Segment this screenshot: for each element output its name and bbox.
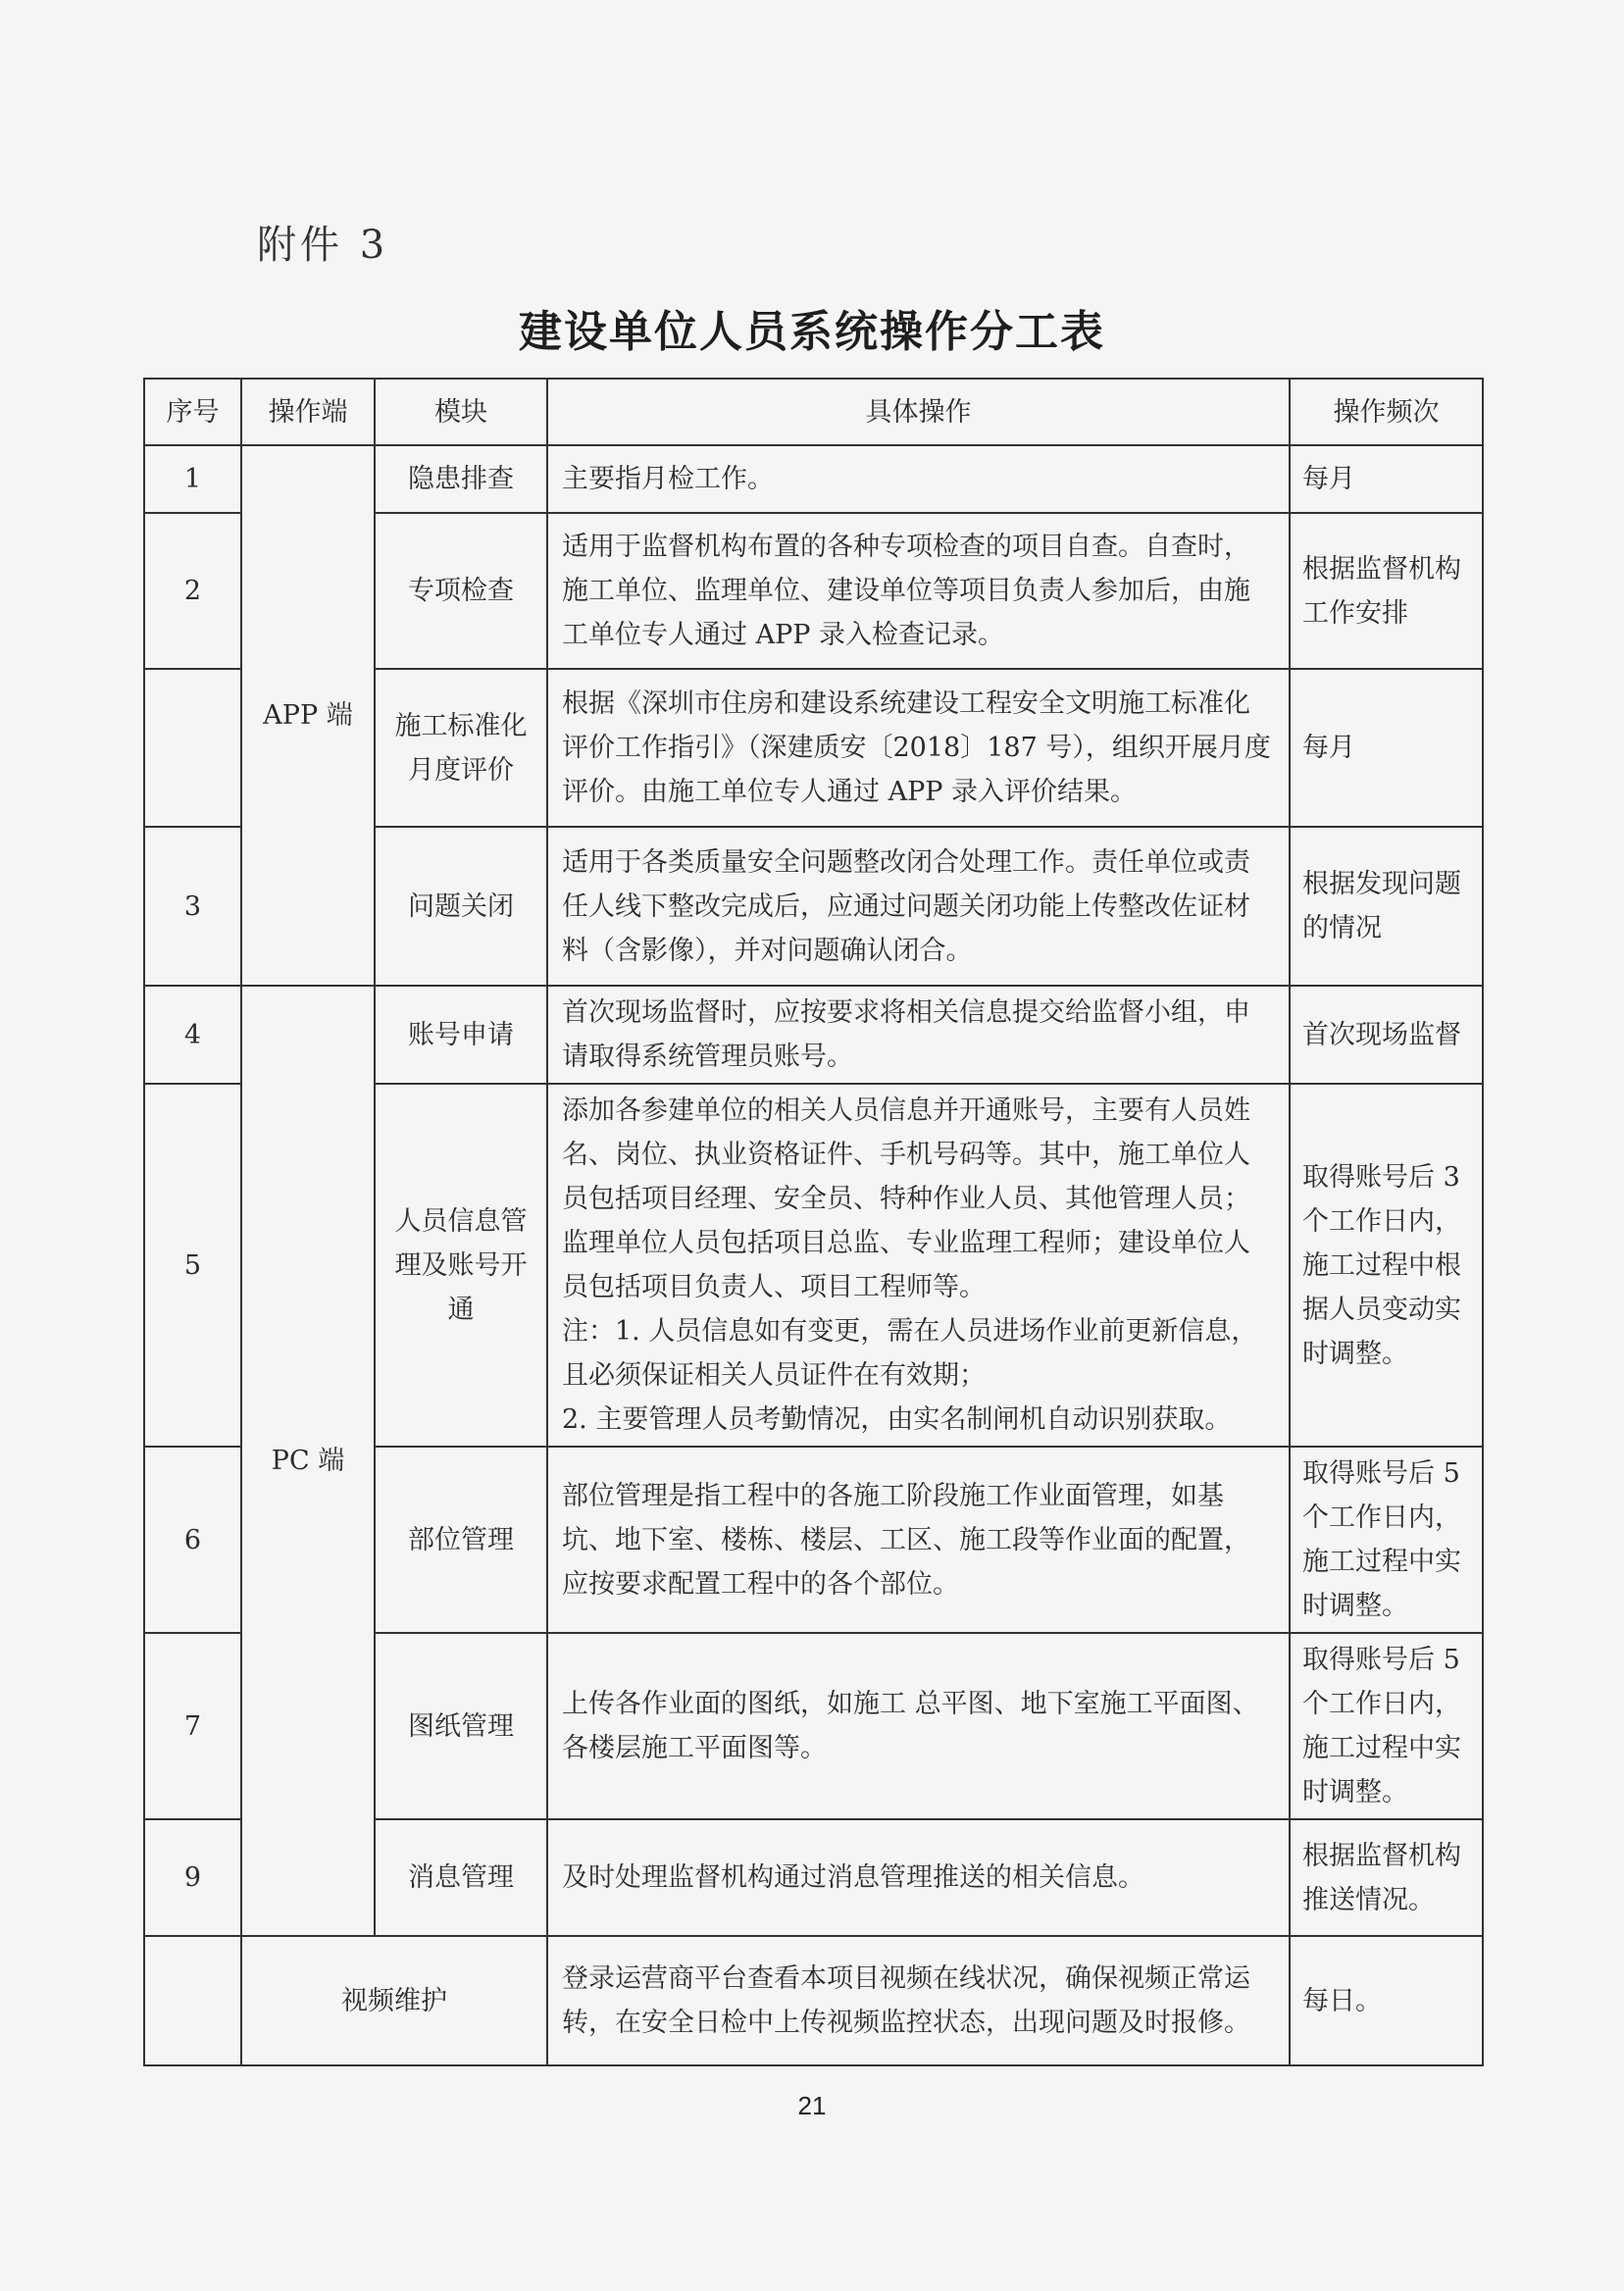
row-no: 3 [144,827,241,986]
row-frequency: 根据发现问题的情况 [1290,827,1483,986]
row-module: 问题关闭 [375,827,547,986]
row-no: 1 [144,445,241,513]
row-module: 隐患排查 [375,445,547,513]
row-no [144,1936,241,2065]
page-number: 21 [797,2091,827,2120]
row-no [144,669,241,827]
row-frequency: 每月 [1290,669,1483,827]
row-operation: 上传各作业面的图纸，如施工 总平图、地下室施工平面图、各楼层施工平面图等。 [547,1633,1290,1819]
row-frequency: 根据监督机构工作安排 [1290,513,1483,669]
row-module: 人员信息管理及账号开通 [375,1084,547,1447]
row-frequency: 每日。 [1290,1936,1483,2065]
row-no: 6 [144,1447,241,1633]
row-frequency: 取得账号后 3 个工作日内，施工过程中根据人员变动实时调整。 [1290,1084,1483,1447]
header-no: 序号 [144,379,241,445]
row-no: 9 [144,1819,241,1936]
attachment-label: 附件 3 [257,223,389,268]
row-frequency: 取得账号后 5 个工作日内，施工过程中实时调整。 [1290,1633,1483,1819]
header-module: 模块 [375,379,547,445]
operation-division-table [143,378,1484,2066]
row-operation: 主要指月检工作。 [547,445,1290,513]
row-no: 7 [144,1633,241,1819]
table-row [144,1936,1483,2065]
row-module: 视频维护 [241,1936,547,2065]
row-no: 2 [144,513,241,669]
row-operation: 首次现场监督时，应按要求将相关信息提交给监督小组，申请取得系统管理员账号。 [547,986,1290,1084]
header-operation: 具体操作 [547,379,1290,445]
row-operation: 部位管理是指工程中的各施工阶段施工作业面管理，如基坑、地下室、楼栋、楼层、工区、施工段等作业面的配置，应按要求配置工程中的各个部位。 [547,1447,1290,1633]
header-terminal: 操作端 [241,379,375,445]
row-module: 图纸管理 [375,1633,547,1819]
table-row [144,445,1483,513]
header-row [144,379,1483,445]
row-no: 4 [144,986,241,1084]
row-operation: 适用于监督机构布置的各种专项检查的项目自查。自查时，施工单位、监理单位、建设单位等项目负责人参加后，由施工单位专人通过 APP 录入检查记录。 [547,513,1290,669]
table-title: 建设单位人员系统操作分工表 [519,307,1105,357]
row-frequency: 每月 [1290,445,1483,513]
row-module: 消息管理 [375,1819,547,1936]
row-operation: 及时处理监督机构通过消息管理推送的相关信息。 [547,1819,1290,1936]
row-module: 部位管理 [375,1447,547,1633]
row-frequency: 取得账号后 5 个工作日内，施工过程中实时调整。 [1290,1447,1483,1633]
row-no: 5 [144,1084,241,1447]
header-frequency: 操作频次 [1290,379,1483,445]
row-frequency: 根据监督机构推送情况。 [1290,1819,1483,1936]
group-pc: PC 端 [241,986,375,1936]
row-module: 施工标准化月度评价 [375,669,547,827]
row-operation: 添加各参建单位的相关人员信息并开通账号，主要有人员姓名、岗位、执业资格证件、手机号码等。其中，施工单位人员包括项目经理、安全员、特种作业人员、其他管理人员；监理单位人员包括项目总监、专业监理工程师；建设单位人员包括项目负责人、项目工程师等。 注：1. 人员信息如有变更，需在人员进场作业前更新信息，且必须保证相关人员证件在有效期； 2. 主要管理人员考勤情况，由实名制闸机自动识别获取。 [547,1084,1290,1447]
row-operation: 登录运营商平台查看本项目视频在线状况，确保视频正常运转，在安全日检中上传视频监控状态，出现问题及时报修。 [547,1936,1290,2065]
table-row [144,986,1483,1084]
row-operation: 适用于各类质量安全问题整改闭合处理工作。责任单位或责任人线下整改完成后，应通过问题关闭功能上传整改佐证材料（含影像），并对问题确认闭合。 [547,827,1290,986]
row-module: 账号申请 [375,986,547,1084]
row-frequency: 首次现场监督 [1290,986,1483,1084]
row-module: 专项检查 [375,513,547,669]
row-operation: 根据《深圳市住房和建设系统建设工程安全文明施工标准化评价工作指引》（深建质安〔2018〕187 号），组织开展月度评价。由施工单位专人通过 APP 录入评价结果。 [547,669,1290,827]
group-app: APP 端 [241,445,375,986]
